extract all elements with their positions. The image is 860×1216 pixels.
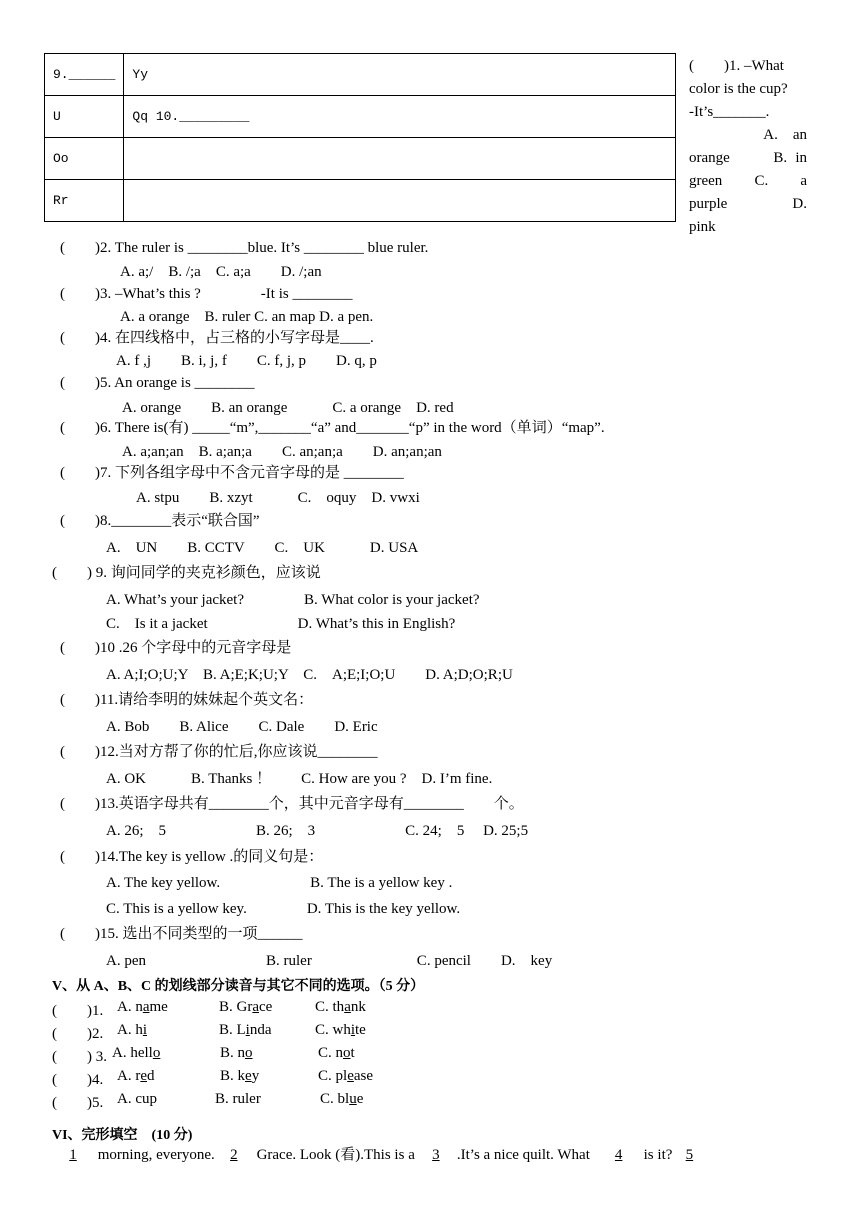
table-row [45, 138, 676, 180]
option-text: t [350, 1045, 355, 1061]
question-4: ( )4. 在四线格中，占三格的小写字母是____. [60, 330, 374, 346]
section-5-item [52, 1022, 103, 1043]
option-c [315, 999, 366, 1016]
table-cell: Yy [124, 54, 676, 96]
option-text: e [356, 1091, 364, 1107]
option-b [215, 1091, 261, 1108]
option-c [318, 1068, 373, 1085]
blank-number: 5 [685, 1147, 694, 1163]
question-6-options: A. a;an;an B. a;an;a C. an;an;a D. an;an;an [122, 444, 442, 460]
option-b [220, 1068, 259, 1085]
option-text: te [355, 1022, 366, 1038]
option-text: nda [249, 1022, 272, 1038]
question-5: ( )5. An orange is ________ [60, 375, 255, 391]
passage-text: is it? [643, 1147, 673, 1163]
option-text: A. c [117, 1091, 142, 1107]
section-5-item [52, 1091, 103, 1112]
underlined-letter: i [350, 1022, 356, 1038]
question-9-options: C. Is it a jacket D. What’s this in English? [106, 616, 456, 632]
table-cell: U [45, 96, 124, 138]
question-1-line: green C. a [689, 173, 807, 189]
option-text: A. r [117, 1068, 141, 1084]
option-b [219, 999, 272, 1016]
option-b [219, 1022, 272, 1039]
question-1-line: purple D. [689, 196, 807, 212]
table-cell: Qq 10._________ [124, 96, 676, 138]
blank-number: 2 [230, 1147, 238, 1163]
option-text: B. k [220, 1068, 246, 1084]
question-9-options: A. What’s your jacket? B. What color is your jacket? [106, 592, 480, 608]
letter-table [44, 53, 676, 222]
option-b [220, 1045, 253, 1062]
question-8: ( )8.________表示“联合国” [60, 513, 260, 529]
passage-text: .It’s a nice quilt. What [456, 1147, 594, 1163]
passage-text: Grace. Look (看).This is a [252, 1147, 415, 1163]
question-3: ( )3. –What’s this ? -It is ________ [60, 286, 353, 302]
option-a [117, 1022, 147, 1039]
option-text: B. n [220, 1045, 246, 1061]
question-1-line: color is the cup? [689, 81, 788, 97]
question-13-options: A. 26; 5 B. 26; 3 C. 24; 5 D. 25;5 [106, 823, 529, 839]
option-a [117, 1091, 157, 1108]
option-text: up [142, 1091, 157, 1107]
option-text: A. n [117, 999, 143, 1015]
question-1-line: A. an [763, 127, 807, 143]
underlined-letter: o [245, 1045, 253, 1061]
option-text: ce [259, 999, 273, 1015]
option-text: B. L [219, 1022, 246, 1038]
option-c [320, 1091, 363, 1108]
question-15: ( )15. 选出不同类型的一项______ [60, 926, 303, 942]
cloze-passage [52, 1143, 706, 1164]
question-1-line: pink [689, 219, 716, 235]
question-14: ( )14.The key is yellow .的同义句是： [60, 849, 324, 865]
item-prefix: ( )1. [52, 1003, 104, 1019]
underlined-letter: u [349, 1091, 357, 1107]
underlined-letter: e [347, 1068, 354, 1084]
underlined-letter: o [152, 1045, 161, 1061]
item-prefix: ( )2. [52, 1026, 104, 1042]
question-14-options: C. This is a yellow key. D. This is the key yellow. [106, 901, 461, 917]
option-text: C. n [318, 1045, 344, 1061]
question-10-options: A. A;I;O;U;Y B. A;E;K;U;Y C. A;E;I;O;U D. A;D;O;R;U [106, 667, 513, 683]
option-text: B. Gr [219, 999, 253, 1015]
question-7-options: A. stpu B. xzyt C. oquy D. vwxi [136, 490, 420, 506]
item-prefix: ( )4. [52, 1072, 104, 1088]
option-text: B. r [215, 1091, 238, 1107]
blank-number: 3 [432, 1147, 440, 1163]
question-2-options: A. a;/ B. /;a C. a;a D. /;an [120, 264, 322, 280]
table-cell: Oo [45, 138, 124, 180]
blank-number: 4 [614, 1147, 623, 1163]
option-a [117, 1068, 155, 1085]
question-2: ( )2. The ruler is ________blue. It’s ________ blue ruler. [60, 240, 429, 256]
option-text: C. wh [315, 1022, 351, 1038]
item-prefix: ( ) 3. [52, 1049, 107, 1065]
underlined-letter: e [140, 1068, 147, 1084]
table-row [45, 54, 676, 96]
option-text: y [251, 1068, 260, 1084]
section-5-item [52, 999, 103, 1020]
option-text: C. bl [320, 1091, 350, 1107]
option-text: nk [350, 999, 366, 1015]
question-12-options: A. OK B. Thanks ！ C. How are you ? D. I’m fine. [106, 771, 493, 787]
question-1-line: -It’s_______. [689, 104, 770, 120]
blank-number: 1 [69, 1147, 77, 1163]
underlined-letter: i [142, 1022, 148, 1038]
underlined-letter: a [142, 999, 150, 1015]
underlined-letter: a [344, 999, 351, 1015]
option-c [315, 1022, 366, 1039]
option-text: d [147, 1068, 155, 1084]
section-5-title: V、从 A、B、C 的划线部分读音与其它不同的选项。（5 分） [52, 979, 425, 994]
question-1-line: ( )1. –What [689, 58, 784, 74]
underlined-letter: o [343, 1045, 351, 1061]
option-text: ase [353, 1068, 374, 1084]
question-7: ( )7. 下列各组字母中不含元音字母的是 ________ [60, 465, 404, 481]
question-14-options: A. The key yellow. B. The is a yellow key . [106, 875, 453, 891]
question-13: ( )13.英语字母共有________个，其中元音字母有________ 个。 [60, 796, 524, 812]
question-11: ( )11.请给李明的妹妹起个英文名： [60, 692, 314, 708]
item-prefix: ( )5. [52, 1095, 104, 1111]
table-cell [124, 138, 676, 180]
question-5-options: A. orange B. an orange C. a orange D. red [122, 400, 454, 416]
question-10: ( )10 .26 个字母中的元音字母是 [60, 640, 292, 656]
option-text: uler [237, 1091, 261, 1107]
passage-text: morning, everyone. [94, 1147, 215, 1163]
question-15-options: A. pen B. ruler C. pencil D. key [106, 953, 553, 969]
question-12: ( )12.当对方帮了你的忙后,你应该说________ [60, 744, 378, 760]
question-1-line: orange B. in [689, 150, 807, 166]
question-4-options: A. f ,j B. i, j, f C. f, j, p D. q, p [116, 353, 377, 369]
table-cell [124, 180, 676, 222]
underlined-letter: i [245, 1022, 250, 1038]
section-5-item [52, 1045, 107, 1066]
section-6-title: VI、完形填空 (10 分) [52, 1128, 193, 1143]
table-cell: Rr [45, 180, 124, 222]
option-a [117, 999, 168, 1016]
option-text: A. hell [112, 1045, 153, 1061]
option-a [112, 1045, 160, 1062]
question-1 [689, 55, 807, 239]
table-row [45, 180, 676, 222]
option-text: C. th [315, 999, 345, 1015]
option-text: C. pl [318, 1068, 348, 1084]
question-6: ( )6. There is(有) _____“m”,_______“a” and_______“p” in the word（单词）“map”. [60, 420, 605, 436]
question-9: ( ) 9. 询问同学的夹克衫颜色，应该说 [52, 565, 321, 581]
question-8-options: A. UN B. CCTV C. UK D. USA [106, 540, 419, 556]
option-c [318, 1045, 355, 1062]
section-5-item [52, 1068, 103, 1089]
option-text: me [149, 999, 168, 1015]
underlined-letter: a [252, 999, 260, 1015]
question-11-options: A. Bob B. Alice C. Dale D. Eric [106, 719, 378, 735]
option-text: A. h [117, 1022, 143, 1038]
underlined-letter: e [245, 1068, 252, 1084]
question-3-options: A. a orange B. ruler C. an map D. a pen. [120, 309, 374, 325]
table-row [45, 96, 676, 138]
table-cell: 9.______ [45, 54, 124, 96]
